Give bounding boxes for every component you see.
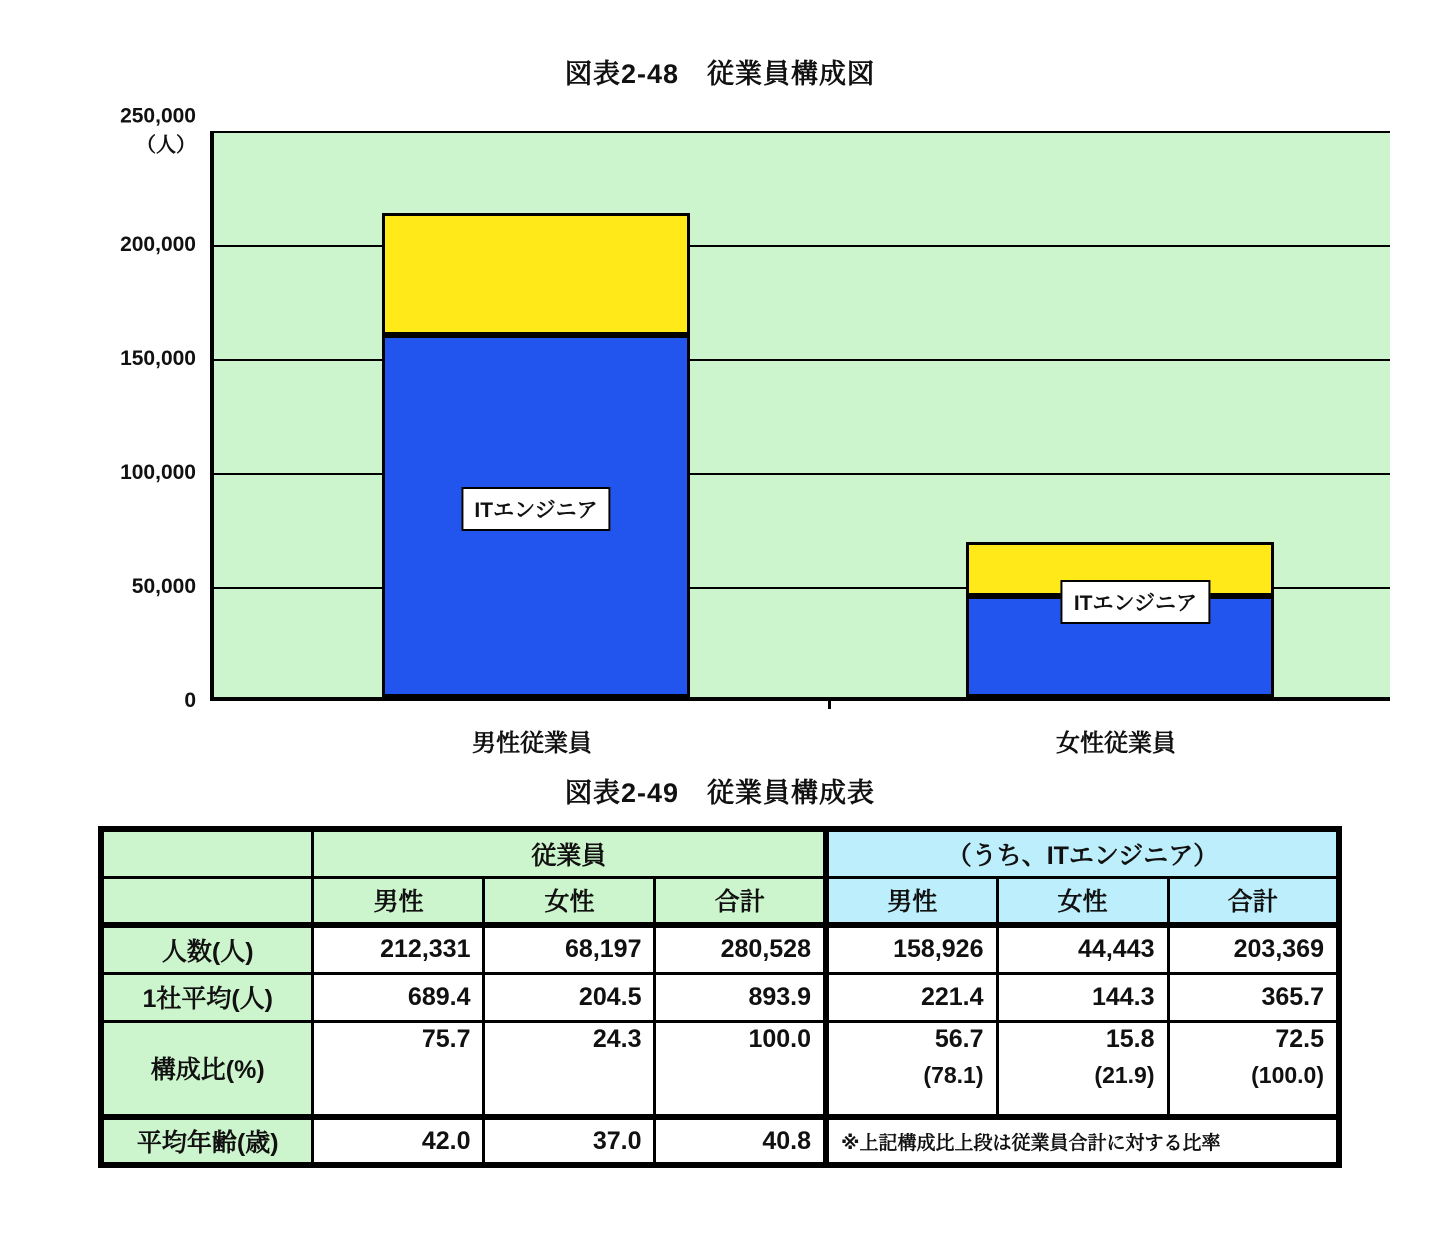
table-cell-avgage-emp-male: 42.0 [313,1117,484,1165]
bar-male-it-label: ITエンジニア [461,487,610,531]
table-row [101,1117,1339,1165]
table-cell-ratio-it-female-top: 15.8 [1105,1024,1155,1053]
table-group-header-it-engineers: （うち、ITエンジニア） [826,829,1339,877]
table-cell-headcount-emp-female: 68,197 [484,925,655,973]
table-cell-avgcompany-it-total: 365.7 [1168,973,1339,1021]
table-cell-ratio-it-total [1168,1021,1339,1117]
table-note-composition-ratio: ※上記構成比上段は従業員合計に対する比率 [826,1117,1339,1165]
table-subheader-corner [101,877,313,925]
x-axis-label-male: 男性従業員 [472,730,592,757]
table-cell-ratio-it-total-top: 72.5 [1275,1024,1324,1053]
table-rowlabel-headcount: 人数(人) [101,925,313,973]
table-group-header-employees: 従業員 [313,829,826,877]
table-corner-cell [101,829,313,877]
table-rowlabel-average-age: 平均年齢(歳) [101,1117,313,1165]
table-cell-ratio-it-female-bottom: (21.9) [1094,1061,1155,1088]
bar-male [382,213,690,697]
bar-female [966,542,1274,697]
table-cell-headcount-it-male: 158,926 [826,925,997,973]
table-cell-headcount-emp-total: 280,528 [655,925,826,973]
table-cell-ratio-it-male [826,1021,997,1117]
table-cell-ratio-emp-male: 75.7 [313,1021,484,1117]
plot-region [210,131,1390,701]
table-cell-avgage-emp-female: 37.0 [484,1117,655,1165]
employee-composition-table [98,826,1342,1168]
table-row [101,1021,1339,1117]
table-cell-ratio-emp-total: 100.0 [655,1021,826,1117]
x-axis-tick-mark [828,697,831,709]
table-subheader-it-female: 女性 [997,877,1168,925]
table-cell-avgcompany-it-male: 221.4 [826,973,997,1021]
table-rowlabel-composition-ratio: 構成比(%) [101,1021,313,1117]
table-cell-ratio-it-male-bottom: (78.1) [923,1061,984,1088]
table-cell-headcount-it-female: 44,443 [997,925,1168,973]
table-row-sub-header [101,877,1339,925]
y-axis-tick-150000: 150,000 [120,347,196,370]
chart-area [0,104,1440,759]
table-cell-avgcompany-emp-male: 689.4 [313,973,484,1021]
y-axis-tick-0: 0 [184,689,196,712]
table-subheader-it-total: 合計 [1168,877,1339,925]
y-axis-tick-200000: 200,000 [120,233,196,256]
table-cell-ratio-emp-female: 24.3 [484,1021,655,1117]
table-cell-ratio-it-male-top: 56.7 [934,1024,984,1053]
table-title: 図表2-49 従業員構成表 [564,778,876,808]
chart-title: 図表2-48 従業員構成図 [564,59,876,89]
table-rowlabel-average-per-company: 1社平均(人) [101,973,313,1021]
table-subheader-it-male: 男性 [826,877,997,925]
table-cell-ratio-it-total-bottom: (100.0) [1251,1061,1324,1088]
table-subheader-emp-male: 男性 [313,877,484,925]
y-axis-unit: （人） [136,134,196,157]
bar-female-it-label: ITエンジニア [1061,580,1210,624]
table-cell-ratio-it-female [997,1021,1168,1117]
table-subheader-emp-female: 女性 [484,877,655,925]
gridline-250000 [214,131,1390,133]
table-subheader-emp-total: 合計 [655,877,826,925]
table-cell-headcount-emp-male: 212,331 [313,925,484,973]
table-cell-headcount-it-total: 203,369 [1168,925,1339,973]
y-axis-tick-100000: 100,000 [120,461,196,484]
table-cell-avgcompany-it-female: 144.3 [997,973,1168,1021]
table-row [101,973,1339,1021]
table-cell-avgcompany-emp-female: 204.5 [484,973,655,1021]
y-axis-tick-50000: 50,000 [131,575,196,598]
table-row [101,925,1339,973]
table-row-group-header [101,829,1339,877]
x-axis-label-female: 女性従業員 [1056,730,1176,757]
gridlines [214,131,1390,697]
table-cell-avgage-emp-total: 40.8 [655,1117,826,1165]
bar-male-segment-other [382,213,690,335]
y-axis-tick-250000-value: 250,000 [120,104,196,128]
y-axis-tick-250000 [120,105,196,158]
table-cell-avgcompany-emp-total: 893.9 [655,973,826,1021]
